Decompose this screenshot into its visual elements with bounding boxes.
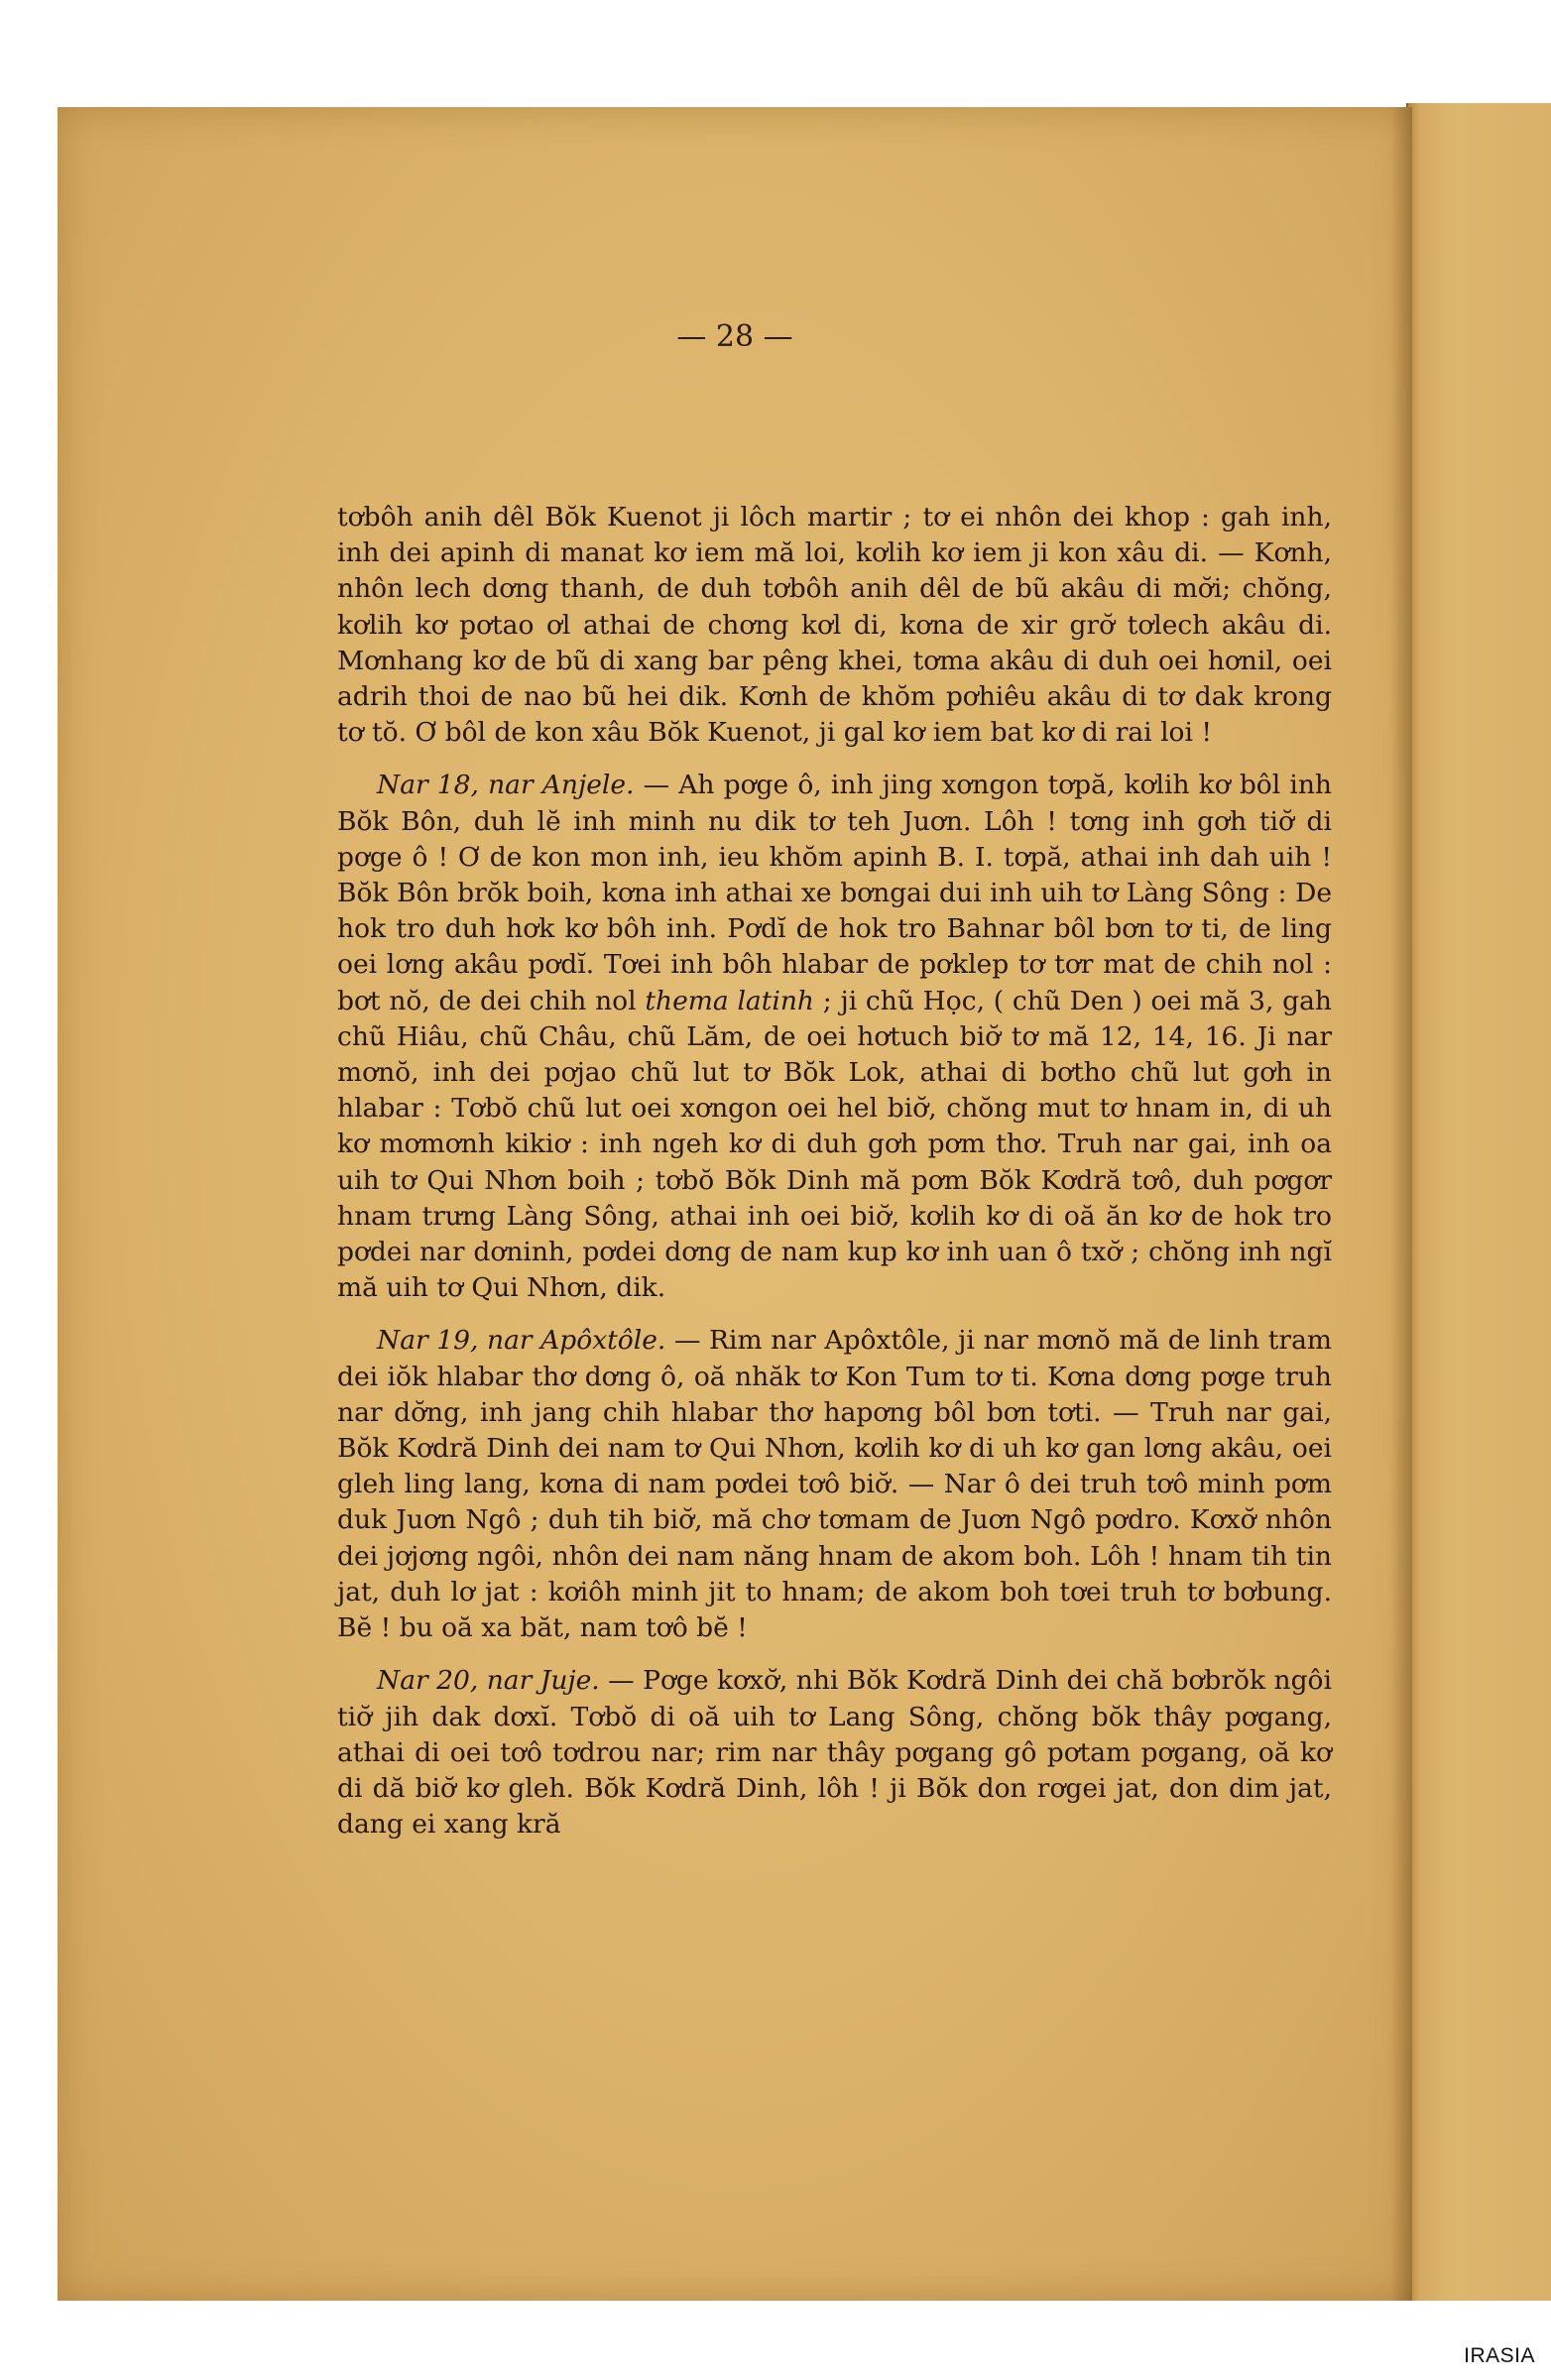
paragraph-4 [337, 1663, 1332, 1843]
adjacent-page-edge [1406, 103, 1551, 2301]
paragraph-2 [337, 768, 1332, 1306]
paragraph-1-text: tơbôh anih dêl Bŏk Kuenot ji lôch martir ; tơ ei nhôn dei khop : gah inh, inh dei apinh di manat kơ iem mă loi, kơlih kơ iem ji kon xâu di. — Kơnh, nhôn lech dơng thanh, de duh tơbôh anih dêl de bũ akâu di mơ̆i; chŏng, kơlih kơ pơtao ơl athai de chơng kơl di, kơna de xir grơ̆ tơlech akâu di. Mơnhang kơ de bũ di xang bar pêng khei, tơma akâu di duh oei hơnil, oei adrih thoi de nao bũ hei dik. Kơnh de khŏm pơhiêu akâu di tơ dak krong tơ tŏ. Ơ bôl de kon xâu Bŏk Kuenot, ji gal kơ iem bat kơ di rai loi ! [337, 502, 1332, 749]
paragraph-2-heading: Nar 18, nar Anjele. [377, 770, 635, 801]
paragraph-2-text-b: ; ji chũ Học, ( chũ Den ) oei mă 3, gah chũ Hiâu, chũ Châu, chũ Lăm, de oei hơtuch biơ̆ tơ mă 12, 14, 16. Ji nar mơnŏ, inh dei pơjao chũ lut tơ Bŏk Lok, athai di bơtho chũ lut gơh in hlabar : Tơbŏ chũ lut oei xơngon oei hel biơ̆, chŏng mut tơ hnam in, di uh kơ mơmơnh kikiơ : inh ngeh kơ di duh gơh pơm thơ. Truh nar gai, inh oa uih tơ Qui Nhơn boih ; tơbŏ Bŏk Dinh mă pơm Bŏk Kơdră tơô, duh pơgơr hnam trưng Làng Sông, athai inh oei biơ̆, kơlih kơ di oă ăn kơ de hok tro pơdei nar dơninh, pơdei dơng de nam kup kơ inh uan ô txơ̆ ; chŏng inh ngĭ mă uih tơ Qui Nhơn, dik. [337, 985, 1332, 1304]
paragraph-3-text: — Rim nar Apôxtôle, ji nar mơnŏ mă de linh tram dei iŏk hlabar thơ dơng ô, oă nhăk tơ Kon Tum tơ ti. Kơna dơng pơge truh nar dơ̆ng, inh jang chih hlabar thơ hapơng bôl bơn tơti. — Truh nar gai, Bŏk Kơdră Dinh dei nam tơ Qui Nhơn, kơlih kơ di uh kơ gan lơng akâu, oei gleh ling lang, kơna di nam pơdei tơô biơ̆. — Nar ô dei truh tơô minh pơm duk Juơn Ngô ; duh tih biơ̆, mă chơ tơmam de Juơn Ngô pơdro. Kơxơ̆ nhôn dei jơjơng ngôi, nhôn dei nam năng hnam de akom boh. Lôh ! hnam tih tin jat, duh lơ jat : kơiôh minh jit to hnam; de akom boh tơei truh tơ bơbung. Bĕ ! bu oă xa băt, nam tơô bĕ ! [337, 1325, 1333, 1644]
scanned-page [58, 107, 1412, 2301]
paragraph-1 [337, 500, 1332, 751]
paragraph-3 [337, 1323, 1332, 1646]
page-number: — 28 — [676, 319, 793, 354]
paragraph-4-heading: Nar 20, nar Juje. [377, 1665, 600, 1697]
paragraph-3-heading: Nar 19, nar Apôxtôle. [377, 1325, 666, 1357]
paragraph-2-text-a: — Ah pơge ô, inh jing xơngon tơpă, kơlih kơ bôl inh Bŏk Bôn, duh lĕ inh minh nu dik tơ teh Juơn. Lôh ! tơng inh gơh tiơ̆ di pơge ô ! Ơ de kon mon inh, ieu khŏm apinh B. I. tơpă, athai inh dah uih ! Bŏk Bôn brŏk boih, kơna inh athai xe bơngai dui inh uih tơ Làng Sông : De hok tro duh hơk kơ bôh inh. Pơdĭ de hok tro Bahnar bôl bơn tơ ti, de ling oei lơng akâu pơdĭ. Tơei inh bôh hlabar de pơklep tơ tơr mat de chih nol : bơt nŏ, de dei chih nol [337, 770, 1332, 1016]
body-text [337, 500, 1332, 1843]
paragraph-2-latin-term: thema latinh [645, 985, 814, 1016]
paragraph-4-text: — Pơge kơxơ̆, nhi Bŏk Kơdră Dinh dei chă bơbrŏk ngôi tiơ̆ jih dak dơxĭ. Tơbŏ di oă uih tơ Lang Sông, chŏng bŏk thây pơgang, athai di oei tơô tơdrou nar; rim nar thây pơgang gô pơtam pơgang, oă kơ di dă biơ̆ kơ gleh. Bŏk Kơdră Dinh, lôh ! ji Bŏk don rơgei jat, don dim jat, dang ei xang kră [337, 1665, 1332, 1841]
watermark-label: IRASIA [1464, 2344, 1535, 2367]
